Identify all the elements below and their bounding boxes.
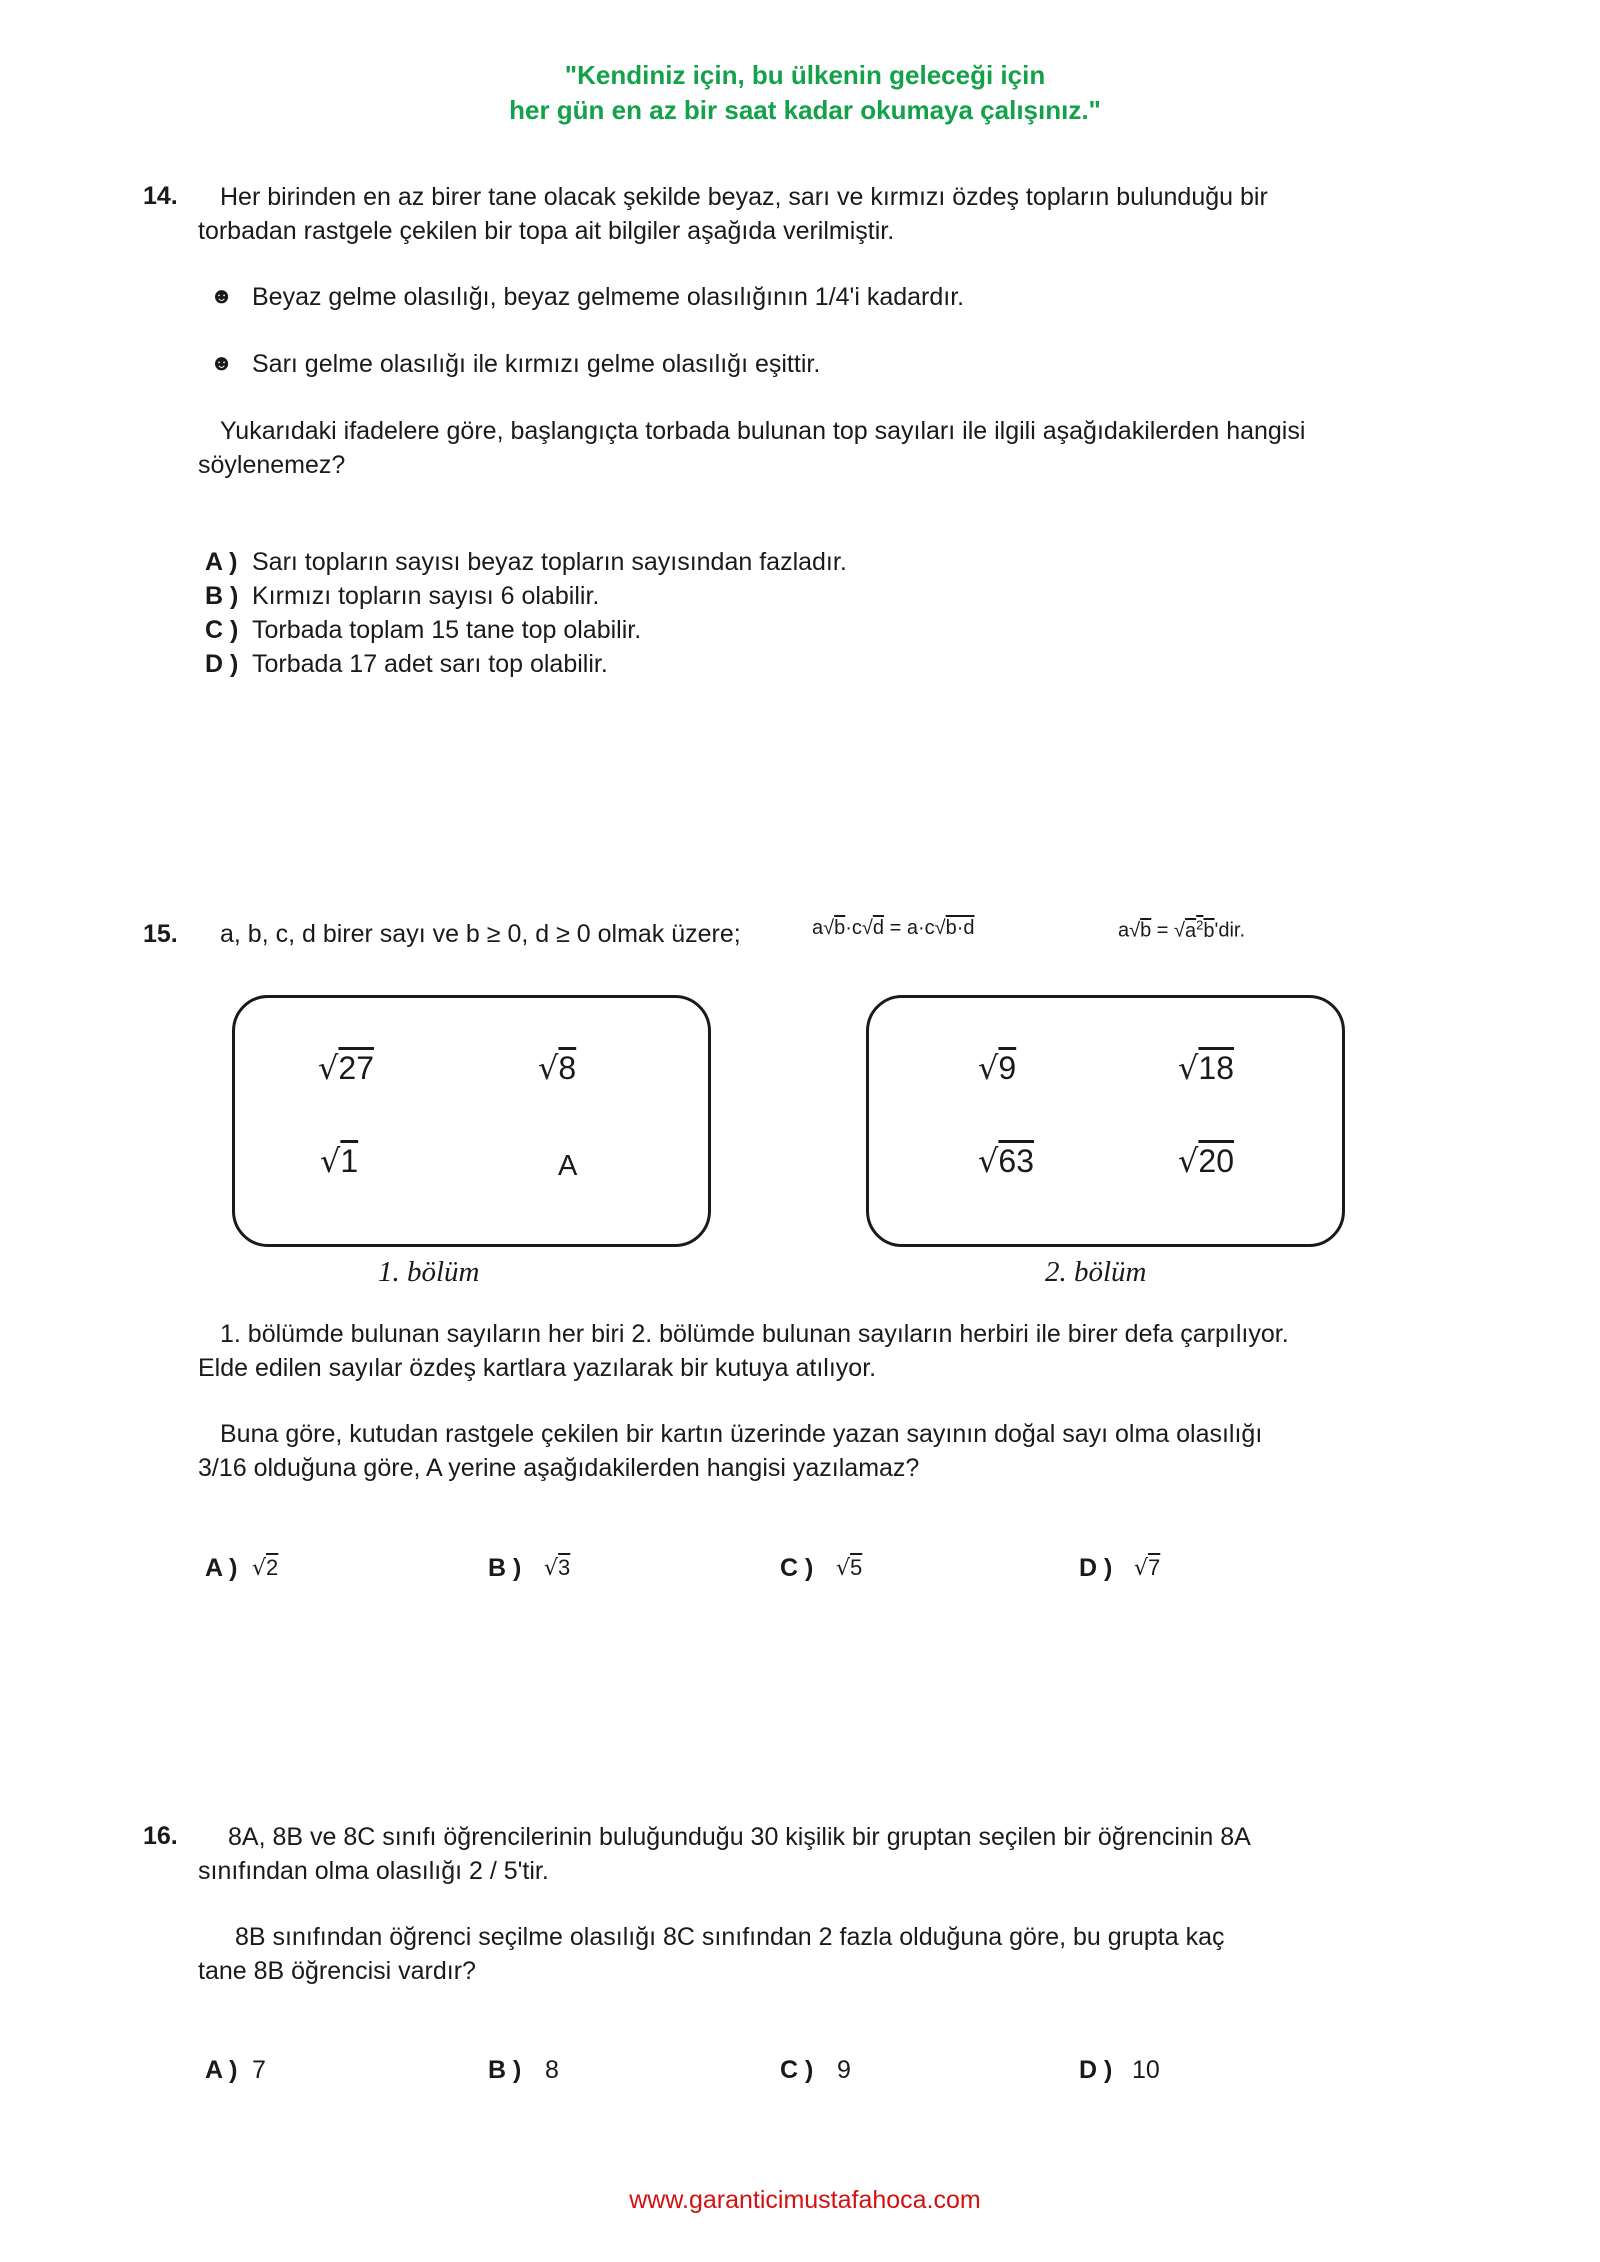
motto-line-2: her gün en az bir saat kadar okumaya çalışınız." [509,95,1101,125]
question-15-prompt-line-2: 3/16 olduğuna göre, A yerine aşağıdakilerden hangisi yazılamaz? [198,1454,920,1482]
q16-option-c-letter[interactable]: C ) [780,2056,814,2084]
section-1-item: √1 [320,1142,359,1180]
q14-option-b-letter[interactable]: B ) [205,582,239,610]
q15-option-b-value[interactable]: √3 [544,1555,571,1581]
q16-option-b-letter[interactable]: B ) [488,2056,522,2084]
question-16-stem-line-2: sınıfından olma olasılığı 2 / 5'tir. [198,1857,549,1885]
q15-option-d-letter[interactable]: D ) [1079,1554,1113,1582]
q16-option-b-text[interactable]: 8 [545,2056,559,2084]
question-14-number: 14. [143,182,178,210]
section-1-item: √8 [538,1049,577,1087]
section-1-box [232,995,711,1247]
question-14-bullet-2: Sarı gelme olasılığı ile kırmızı gelme olasılığı eşittir. [252,350,821,378]
q14-option-d-text[interactable]: Torbada 17 adet sarı top olabilir. [252,650,608,678]
question-16-stem-line-1: 8A, 8B ve 8C sınıfı öğrencilerinin buluğunduğu 30 kişilik bir gruptan seçilen bir öğrencinin 8A [228,1823,1251,1851]
q14-option-c-letter[interactable]: C ) [205,616,239,644]
q16-option-c-text[interactable]: 9 [837,2056,851,2084]
radical-square-formula: $a√b = √a^2b'dir$. [1118,917,1246,942]
q16-option-d-text[interactable]: 10 [1132,2056,1160,2084]
q15-option-a-value[interactable]: √2 [252,1555,279,1581]
question-14-prompt-line-2: söylenemez? [198,451,346,479]
question-15-intro: a, b, c, d birer sayı ve b ≥ 0, d ≥ 0 olmak üzere; [220,920,741,948]
question-15-text-line-1: 1. bölümde bulunan sayıların her biri 2. bölümde bulunan sayıların herbiri ile birer defa çarpılıyor. [220,1320,1289,1348]
q15-option-c-value[interactable]: √5 [836,1555,863,1581]
footer-website-link[interactable]: www.garanticimustafahoca.com [629,2186,981,2214]
q15-option-b-letter[interactable]: B ) [488,1554,522,1582]
q16-option-a-letter[interactable]: A ) [205,2056,238,2084]
section-2-item: √63 [978,1142,1034,1180]
question-16-number: 16. [143,1822,178,1850]
section-2-label: 2. bölüm [1045,1256,1147,1288]
question-15-prompt-line-1: Buna göre, kutudan rastgele çekilen bir kartın üzerinde yazan sayının doğal sayı olma olasılığı [220,1420,1263,1448]
section-2-item: √9 [978,1049,1017,1087]
q16-option-d-letter[interactable]: D ) [1079,2056,1113,2084]
section-2-box [866,995,1345,1247]
question-16-prompt-line-1: 8B sınıfından öğrenci seçilme olasılığı 8C sınıfından 2 fazla olduğuna göre, bu grupta kaç [235,1923,1225,1951]
section-2-item: √20 [1178,1142,1234,1180]
q15-option-d-value[interactable]: √7 [1134,1555,1161,1581]
q14-option-d-letter[interactable]: D ) [205,650,239,678]
question-14-bullet-1: Beyaz gelme olasılığı, beyaz gelmeme olasılığının 1/4'i kadardır. [252,283,965,311]
question-14-stem-line-1: Her birinden en az birer tane olacak şekilde beyaz, sarı ve kırmızı özdeş topların bulunduğu bir [220,183,1268,211]
radical-product-formula: a√b·c√d = a·c√b·d [812,917,975,939]
section-2-item: √18 [1178,1049,1234,1087]
question-14-prompt-line-1: Yukarıdaki ifadelere göre, başlangıçta torbada bulunan top sayıları ile ilgili aşağıdakilerden hangisi [220,417,1306,445]
question-15-number: 15. [143,920,178,948]
question-15-text-line-2: Elde edilen sayılar özdeş kartlara yazılarak bir kutuya atılıyor. [198,1354,877,1382]
q14-option-c-text[interactable]: Torbada toplam 15 tane top olabilir. [252,616,642,644]
q15-option-a-letter[interactable]: A ) [205,1554,238,1582]
smiley-bullet-icon: ☻ [210,350,234,375]
question-14-stem-line-2: torbadan rastgele çekilen bir topa ait bilgiler aşağıda verilmiştir. [198,217,895,245]
q14-option-b-text[interactable]: Kırmızı topların sayısı 6 olabilir. [252,582,600,610]
q14-option-a-text[interactable]: Sarı topların sayısı beyaz topların sayısından fazladır. [252,548,847,576]
section-1-label: 1. bölüm [378,1256,480,1288]
q14-option-a-letter[interactable]: A ) [205,548,238,576]
smiley-bullet-icon: ☻ [210,283,234,308]
motto-line-1: "Kendiniz için, bu ülkenin geleceği için [564,60,1046,90]
q15-option-c-letter[interactable]: C ) [780,1554,814,1582]
q16-option-a-text[interactable]: 7 [252,2056,266,2084]
question-16-prompt-line-2: tane 8B öğrencisi vardır? [198,1957,476,1985]
section-1-unknown-a: A [558,1150,578,1182]
section-1-item: √27 [318,1049,374,1087]
